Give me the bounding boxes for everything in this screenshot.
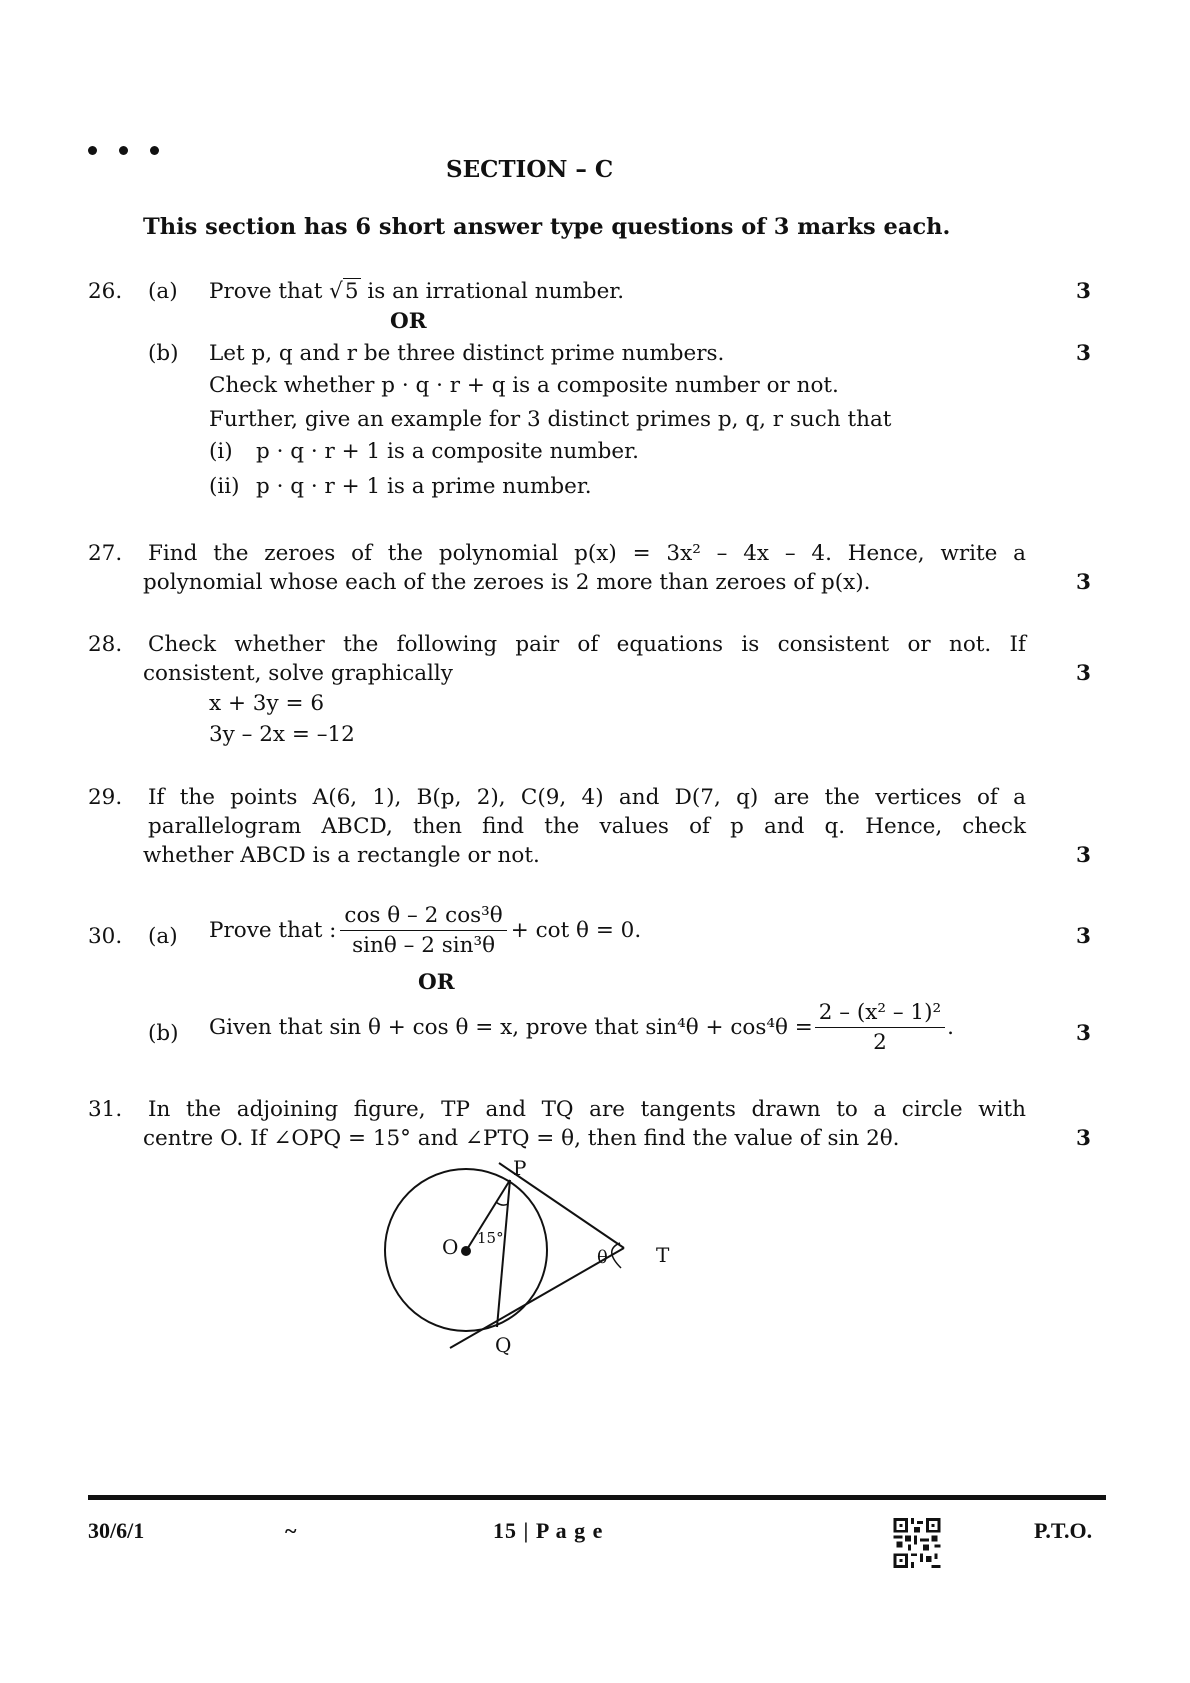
question-text: If the points A(6, 1), B(p, 2), C(9, 4) and D(7, q) are the vertices of a (148, 785, 1026, 810)
chord-pq (497, 1180, 510, 1327)
label-angle-15: 15° (477, 1229, 504, 1247)
paper-code: 30/6/1 (88, 1518, 145, 1543)
question-text: In the adjoining figure, TP and TQ are tangents drawn to a circle with (148, 1097, 1026, 1122)
question-text: whether ABCD is a rectangle or not. (143, 843, 540, 868)
label-theta: θ (597, 1247, 608, 1268)
section-description: This section has 6 short answer type questions of 3 marks each. (143, 214, 951, 240)
question-number: 29. (88, 785, 123, 810)
marks: 3 (1076, 843, 1091, 868)
dot-icon (119, 146, 128, 155)
subitem-label: (i) (209, 439, 233, 464)
label-p: P (513, 1156, 527, 1180)
label-t: T (656, 1243, 670, 1267)
question-number: 30. (88, 924, 123, 949)
part-label: (b) (148, 341, 179, 366)
part-label: (b) (148, 1021, 179, 1046)
footer-rule (88, 1495, 1106, 1500)
or-divider: OR (418, 970, 455, 995)
section-title: SECTION – C (446, 156, 614, 183)
question-text: centre O. If ∠OPQ = 15° and ∠PTQ = θ, then find the value of sin 2θ. (143, 1126, 900, 1151)
center-point (461, 1246, 471, 1256)
question-text: Prove that √5 is an irrational number. (209, 279, 625, 304)
marks: 3 (1076, 1021, 1091, 1046)
marks: 3 (1076, 279, 1091, 304)
label-o: O (442, 1235, 459, 1259)
qr-code-icon (893, 1518, 941, 1568)
question-text: Find the zeroes of the polynomial p(x) = 3x² – 4x – 4. Hence, write a (148, 541, 1026, 566)
question-text: Prove that : $\frac{\text{cos θ – 2 cos³θ}}{\text{sinθ – 2 sin³θ}}$ + cot θ = 0. (209, 903, 642, 958)
question-text: parallelogram ABCD, then find the values of p and q. Hence, check (148, 814, 1026, 839)
marks: 3 (1076, 661, 1091, 686)
equation: x + 3y = 6 (209, 691, 324, 716)
question-text: Given that sin θ + cos θ = x, prove that sin⁴θ + cos⁴θ = $\frac{\text{2 – (x² – 1)²}}{2}$ . (209, 1000, 954, 1055)
part-label: (a) (148, 279, 178, 304)
question-text: consistent, solve graphically (143, 661, 453, 686)
question-text: Further, give an example for 3 distinct primes p, q, r such that (209, 407, 892, 432)
subitem-text: p · q · r + 1 is a composite number. (256, 439, 639, 464)
fraction: $\frac{\text{2 – (x² – 1)²}}{2}$ (815, 1000, 945, 1055)
marks: 3 (1076, 1126, 1091, 1151)
question-number: 27. (88, 541, 123, 566)
question-text: polynomial whose each of the zeroes is 2 more than zeroes of p(x). (143, 570, 871, 595)
dot-icon (88, 146, 97, 155)
marks: 3 (1076, 924, 1091, 949)
question-number: 31. (88, 1097, 123, 1122)
label-q: Q (495, 1333, 512, 1357)
question-text: Check whether the following pair of equations is consistent or not. If (148, 632, 1026, 657)
marks: 3 (1076, 341, 1091, 366)
question-text: Let p, q and r be three distinct prime numbers. (209, 341, 725, 366)
angle-arc-ptq (612, 1243, 621, 1268)
decorative-dots (88, 128, 181, 163)
question-number: 26. (88, 279, 123, 304)
fraction: $\frac{\text{cos θ – 2 cos³θ}}{\text{sinθ – 2 sin³θ}}$ (340, 903, 506, 958)
sqrt-expression: √5 (329, 279, 359, 304)
dot-icon (150, 146, 159, 155)
subitem-label: (ii) (209, 474, 240, 499)
tangent-circle-figure (380, 1152, 700, 1362)
equation: 3y – 2x = –12 (209, 722, 355, 747)
tilde-mark: ~ (285, 1518, 297, 1543)
question-text: Check whether p · q · r + q is a composite number or not. (209, 373, 839, 398)
page-number: 15 | P a g e (493, 1518, 604, 1543)
or-divider: OR (390, 309, 427, 334)
question-number: 28. (88, 632, 123, 657)
subitem-text: p · q · r + 1 is a prime number. (256, 474, 592, 499)
part-label: (a) (148, 924, 178, 949)
angle-arc-opq (496, 1202, 508, 1205)
please-turn-over: P.T.O. (1034, 1518, 1093, 1543)
marks: 3 (1076, 570, 1091, 595)
